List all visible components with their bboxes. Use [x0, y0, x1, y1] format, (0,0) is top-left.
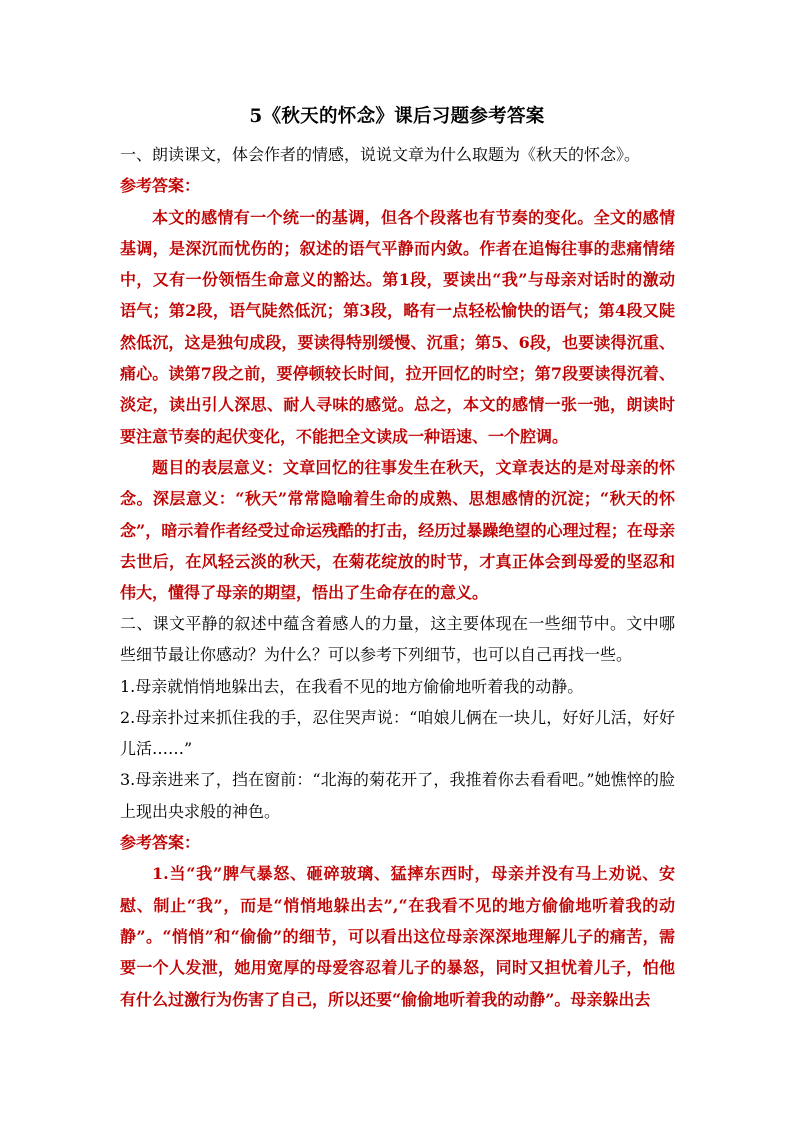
answer-label-1: 参考答案：: [120, 176, 201, 196]
detail-item-2: 2.母亲扑过来抓住我的手，忍住哭声说：“咱娘儿俩在一块儿，好好儿活，好好儿活……”: [120, 707, 675, 759]
answer-1-paragraph-1: 本文的感情有一个统一的基调，但各个段落也有节奏的变化。全文的感情基调，是深沉而忧伤的；叙述的语气平静而内敛。作者在追悔往事的悲痛情绪中，又有一份领悟生命意义的豁达。第1段，要读出“我”与母亲对话时的激动语气；第2段，语气陡然低沉；第3段，略有一点轻松愉快的语气；第4段又陡然低沉，这是独句成段，要读得特别缓慢、沉重；第5、6段，也要读得沉重、痛心。读第7段之前，要停顿较长时间，拉开回忆的时空；第7段要读得沉着、淡定，读出引人深思、耐人寻味的感觉。总之，本文的感情一张一弛，朗读时要注意节奏的起伏变化，不能把全文读成一种语速、一个腔调。: [120, 207, 675, 446]
answer-2-paragraph-1: 1.当“我”脾气暴怒、砸碎玻璃、猛摔东西时，母亲并没有马上劝说、安慰、制止“我”，而是“悄悄地躲出去”,“在我看不见的地方偷偷地听着我的动静”。“悄悄”和“偷偷”的细节，可以看出这位母亲深深地理解儿子的痛苦，需要一个人发泄，她用宽厚的母爱容忍着儿子的暴怒，同时又担忧着儿子，怕他有什么过激行为伤害了自己，所以还要“偷偷地听着我的动静”。母亲躲出去: [120, 864, 675, 1009]
question-1: 一、朗读课文，体会作者的情感，说说文章为什么取题为《秋天的怀念》。: [120, 145, 641, 164]
detail-item-1: 1.母亲就悄悄地躲出去，在我看不见的地方偷偷地听着我的动静。: [120, 676, 584, 696]
section-q2: [120, 608, 675, 1015]
answer-1-paragraph-2: 题目的表层意义：文章回忆的往事发生在秋天，文章表达的是对母亲的怀念。深层意义：“秋天”常常隐喻着生命的成熟、思想感情的沉淀；“秋天的怀念”，暗示着作者经受过命运残酷的打击，经历过暴躁绝望的心理过程；在母亲去世后，在风轻云淡的秋天，在菊花绽放的时节，才真正体会到母爱的坚忍和伟大，懂得了母亲的期望，悟出了生命存在的意义。: [120, 457, 675, 603]
answer-label-2: 参考答案：: [120, 833, 201, 853]
detail-item-3: 3.母亲进来了，挡在窗前：“北海的菊花开了，我推着你去看看吧。”她憔悴的脸上现出央求般的神色。: [120, 770, 675, 821]
section-q1: [120, 139, 675, 608]
document-title: 5《秋天的怀念》课后习题参考答案: [249, 106, 545, 127]
question-2: 二、课文平静的叙述中蕴含着感人的力量，这主要体现在一些细节中。文中哪些细节最让你感动？为什么？可以参考下列细节，也可以自己再找一些。: [120, 614, 675, 665]
